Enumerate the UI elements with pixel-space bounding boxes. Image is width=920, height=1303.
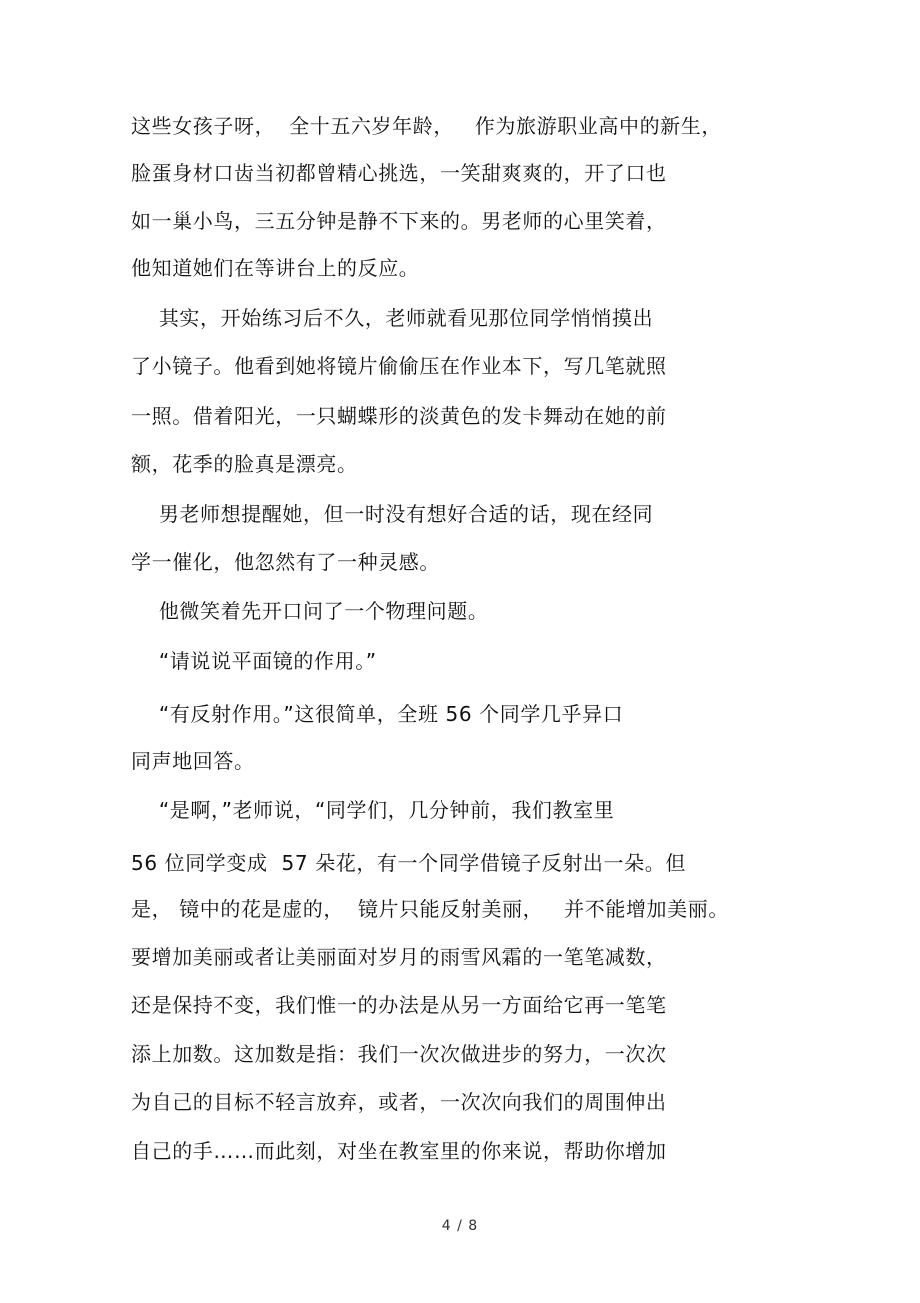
text-line-9: 男老师想提醒她，但一时没有想好合适的话，现在经同 <box>131 502 654 526</box>
text-line-15: “是啊，”老师说，“同学们，几分钟前，我们教室里 <box>131 798 615 822</box>
text-line-5: 其实，开始练习后不久，老师就看见那位同学悄悄摸出 <box>131 306 654 330</box>
text-line-22: 自己的手……而此刻，对坐在教室里的你来说，帮助你增加 <box>131 1139 667 1163</box>
text-line-6: 了小镜子。他看到她将镜片偷偷压在作业本下，写几笔就照 <box>131 354 667 378</box>
text-line-3: 如一巢小鸟，三五分钟是静不下来的。男老师的心里笑着， <box>131 209 667 233</box>
text-line-13: “有反射作用。”这很简单，全班 56 个同学几乎异口 <box>131 702 624 726</box>
page-number: 4 / 8 <box>441 1218 479 1234</box>
text-line-10: 学一催化，他忽然有了一种灵感。 <box>131 550 440 574</box>
text-line-4: 他知道她们在等讲台上的反应。 <box>131 256 420 280</box>
text-line-1: 这些女孩子呀， 全十五六岁年龄， 作为旅游职业高中的新生， <box>131 114 722 138</box>
text-line-16: 56 位同学变成 57 朵花，有一个同学借镜子反射出一朵。但 <box>131 851 686 875</box>
text-line-14: 同声地回答。 <box>131 749 255 773</box>
text-line-18: 要增加美丽或者让美丽面对岁月的雨雪风霜的一笔笔减数， <box>131 945 667 969</box>
text-line-17: 是， 镜中的花是虚的， 镜片只能反射美丽， 并不能增加美丽。 <box>131 897 729 921</box>
text-line-2: 脸蛋身材口齿当初都曾精心挑选，一笑甜爽爽的，开了口也 <box>131 161 667 185</box>
text-line-21: 为自己的目标不轻言放弃，或者，一次次向我们的周围伸出 <box>131 1090 667 1114</box>
text-line-12: “请说说平面镜的作用。” <box>131 649 377 673</box>
text-line-19: 还是保持不变，我们惟一的办法是从另一方面给它再一笔笔 <box>131 993 667 1017</box>
text-line-8: 额，花季的脸真是漂亮。 <box>131 452 358 476</box>
text-line-20: 添上加数。这加数是指：我们一次次做进步的努力，一次次 <box>131 1042 667 1066</box>
text-line-11: 他微笑着先开口问了一个物理问题。 <box>131 599 489 623</box>
text-line-7: 一照。借着阳光，一只蝴蝶形的淡黄色的发卡舞动在她的前 <box>131 404 667 428</box>
